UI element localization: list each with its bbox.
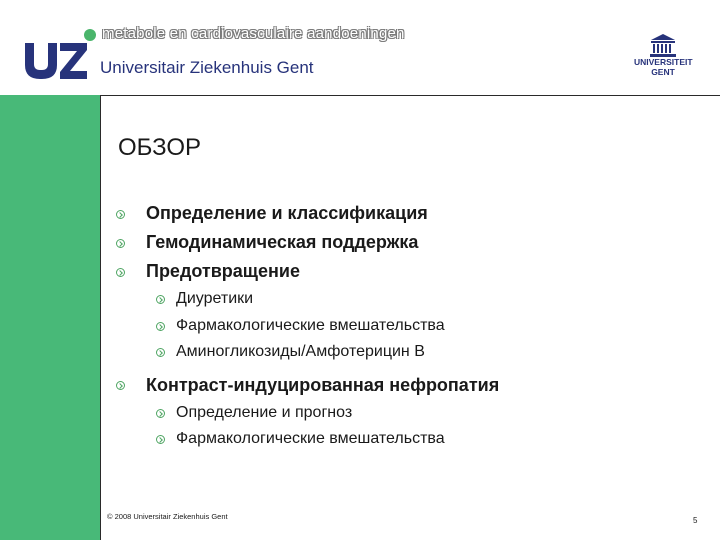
green-dot-icon [84, 29, 96, 41]
arrow-bullet-icon [156, 348, 165, 357]
arrow-bullet-icon [156, 295, 165, 304]
bullet-text: Аминогликозиды/Амфотерицин B [176, 343, 425, 360]
sub-bullet-item [112, 286, 692, 313]
bullet-item [112, 371, 692, 400]
header-subtitle: metabole en cardiovasculaire aandoeningen [102, 25, 405, 42]
bullet-text: Контраст-индуцированная нефропатия [146, 374, 500, 395]
bullet-text: Предотвращение [146, 261, 300, 281]
arrow-bullet-icon [156, 409, 165, 418]
arrow-bullet-icon [156, 322, 165, 331]
hospital-name: Universitair Ziekenhuis Gent [100, 58, 314, 77]
green-sidebar [0, 95, 100, 540]
arrow-bullet-icon [116, 381, 125, 390]
arrow-bullet-icon [156, 435, 165, 444]
bullet-text: Определение и прогноз [176, 403, 353, 421]
bullet-text: Диуретики [176, 290, 254, 307]
slide-header [0, 0, 720, 95]
bullet-text: Фармакологические вмешательства [176, 316, 445, 334]
uz-logo [25, 43, 87, 79]
arrow-bullet-icon [116, 239, 125, 248]
bullet-list [112, 199, 692, 453]
ugent-name-line2: GENT [651, 67, 675, 77]
building-icon [650, 34, 676, 57]
sub-bullet-item [112, 313, 692, 340]
bullet-text: Гемодинамическая поддержка [146, 232, 419, 252]
copyright-footer: © 2008 Universitair Ziekenhuis Gent [107, 512, 228, 521]
bullet-item [112, 199, 692, 228]
bullet-item [112, 257, 692, 286]
arrow-bullet-icon [116, 210, 125, 219]
header-divider [100, 95, 720, 96]
ugent-logo [634, 34, 692, 78]
bullet-item [112, 228, 692, 257]
page-number: 5 [693, 516, 698, 525]
bullet-text: Фармакологические вмешательства [176, 430, 445, 447]
ugent-name-line1: UNIVERSITEIT [634, 57, 693, 67]
arrow-bullet-icon [116, 268, 125, 277]
bullet-text: Определение и классификация [146, 203, 428, 223]
sub-bullet-item [112, 339, 692, 366]
slide-title: ОБЗОР [118, 134, 202, 161]
sub-bullet-item [112, 400, 692, 427]
sub-bullet-item [112, 426, 692, 453]
sidebar-divider [100, 95, 101, 540]
